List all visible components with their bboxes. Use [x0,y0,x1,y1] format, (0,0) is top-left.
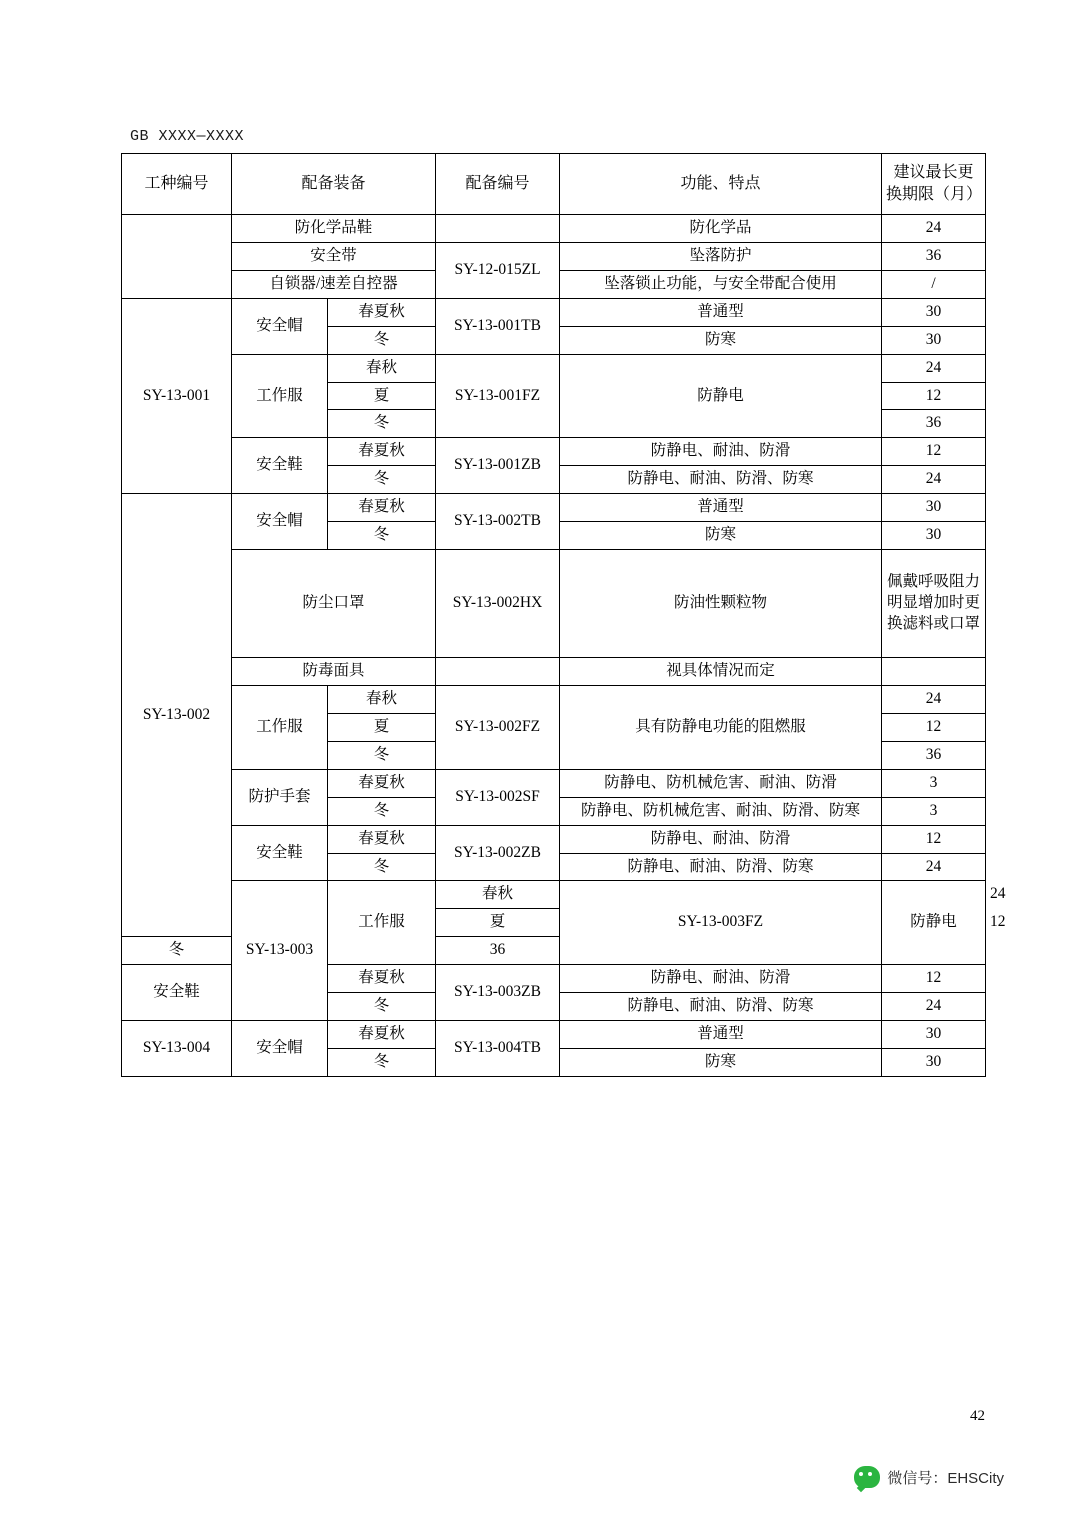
equipment-code: SY-12-015ZL [436,242,560,298]
equipment-code: SY-13-002TB [436,494,560,550]
equipment-code: SY-13-003FZ [560,881,882,965]
period-value: 24 [882,466,986,494]
season-label: 冬 [328,326,436,354]
season-label: 冬 [328,410,436,438]
season-label: 冬 [328,797,436,825]
function-text: 防静电、耐油、防滑 [560,438,882,466]
equipment-code: SY-13-001FZ [436,354,560,438]
period-value: 12 [882,825,986,853]
function-text: 普通型 [560,1021,882,1049]
wechat-watermark [854,1466,1004,1488]
equipment-name: 安全鞋 [122,965,232,1021]
period-value: 30 [882,494,986,522]
table-row [122,825,986,853]
season-label: 春秋 [436,881,560,909]
season-label: 冬 [328,1048,436,1076]
season-label: 春夏秋 [328,769,436,797]
function-text: 防静电、耐油、防滑、防寒 [560,993,882,1021]
function-text: 普通型 [560,298,882,326]
season-label: 夏 [328,382,436,410]
table-row [122,438,986,466]
job-code: SY-13-004 [122,1021,232,1077]
season-label: 夏 [436,909,560,937]
equipment-name: 自锁器/速差自控器 [232,270,436,298]
season-label: 冬 [328,522,436,550]
period-value: 24 [882,215,986,243]
function-text: 坠落锁止功能，与安全带配合使用 [560,270,882,298]
function-text: 防化学品 [560,215,882,243]
period-value: 24 [882,354,986,382]
season-label: 春秋 [328,685,436,713]
header-replacement-period: 建议最长更换期限（月） [882,154,986,215]
equipment-name: 防尘口罩 [232,550,436,658]
period-value: 30 [882,1021,986,1049]
season-label: 冬 [328,853,436,881]
function-text: 防寒 [560,326,882,354]
equipment-code: SY-13-001ZB [436,438,560,494]
function-text: 普通型 [560,494,882,522]
period-value: 30 [882,522,986,550]
period-value: 36 [882,410,986,438]
season-label: 春夏秋 [328,1021,436,1049]
header-equipment: 配备装备 [232,154,436,215]
table-row: SY-13-003 工作服 春秋 SY-13-003FZ 防静电 24 [122,881,986,909]
function-text: 防寒 [560,1048,882,1076]
page-number: 42 [970,1408,985,1424]
function-text: 视具体情况而定 [560,658,882,686]
header-function: 功能、特点 [560,154,882,215]
period-value: 12 [882,382,986,410]
function-text: 防静电、防机械危害、耐油、防滑 [560,769,882,797]
period-value: / [882,270,986,298]
equipment-name: 工作服 [232,685,328,769]
period-value: 12 [882,965,986,993]
period-value: 佩戴呼吸阻力明显增加时更换滤料或口罩 [882,550,986,658]
table-row [122,242,986,270]
function-text: 防静电、耐油、防滑 [560,965,882,993]
season-label: 冬 [328,993,436,1021]
period-value: 12 [882,438,986,466]
header-equipment-code: 配备编号 [436,154,560,215]
season-label: 春秋 [328,354,436,382]
table-row [122,215,986,243]
season-label: 春夏秋 [328,494,436,522]
equipment-code: SY-13-002HX [436,550,560,658]
period-value [882,658,986,686]
equipment-code-empty [436,215,560,243]
period-value: 36 [436,937,560,965]
function-text: 防静电 [560,354,882,438]
table-row [122,685,986,713]
equipment-name: 防化学品鞋 [232,215,436,243]
equipment-code: SY-13-002ZB [436,825,560,881]
period-value: 30 [882,298,986,326]
equipment-name: 防毒面具 [232,658,436,686]
season-label: 冬 [122,937,232,965]
equipment-code-empty [436,658,560,686]
function-text: 防静电 [882,881,986,965]
equipment-name: 安全帽 [232,298,328,354]
function-text: 防寒 [560,522,882,550]
job-code: SY-13-002 [122,494,232,937]
function-text: 防静电、耐油、防滑、防寒 [560,853,882,881]
equipment-name: 安全鞋 [232,438,328,494]
table-row [122,494,986,522]
equipment-name: 安全带 [232,242,436,270]
equipment-name: 工作服 [232,354,328,438]
standard-code-header: GB XXXX—XXXX [130,128,245,145]
table-row [122,298,986,326]
table-row [122,769,986,797]
equipment-code: SY-13-002SF [436,769,560,825]
period-value: 3 [882,769,986,797]
equipment-name: 安全鞋 [232,825,328,881]
table-row [122,658,986,686]
function-text: 坠落防护 [560,242,882,270]
period-value: 3 [882,797,986,825]
equipment-code: SY-13-001TB [436,298,560,354]
equipment-name: 安全帽 [232,494,328,550]
wechat-label: 微信号：EHSCity [887,1469,1004,1487]
season-label: 春夏秋 [328,298,436,326]
season-label: 春夏秋 [328,965,436,993]
season-label: 春夏秋 [328,438,436,466]
period-value: 36 [882,741,986,769]
equipment-name: 工作服 [328,881,436,965]
period-value: 24 [882,993,986,1021]
table-row: 夏 12 [122,909,986,937]
season-label: 冬 [328,466,436,494]
table-header-row [122,154,986,215]
period-value: 36 [882,242,986,270]
season-label: 夏 [328,713,436,741]
season-label: 冬 [328,741,436,769]
equipment-name: 安全帽 [232,1021,328,1077]
period-value: 24 [882,853,986,881]
equipment-name: 防护手套 [232,769,328,825]
equipment-code: SY-13-004TB [436,1021,560,1077]
season-label: 春夏秋 [328,825,436,853]
period-value: 30 [882,1048,986,1076]
equipment-code: SY-13-002FZ [436,685,560,769]
job-code: SY-13-001 [122,298,232,493]
function-text: 防静电、耐油、防滑、防寒 [560,466,882,494]
table-row [122,550,986,658]
job-code-empty [122,215,232,299]
period-value: 12 [882,713,986,741]
period-value: 24 [882,685,986,713]
table-row [122,354,986,382]
header-job-code: 工种编号 [122,154,232,215]
wechat-icon [854,1466,880,1488]
function-text: 防油性颗粒物 [560,550,882,658]
function-text: 具有防静电功能的阻燃服 [560,685,882,769]
equipment-code: SY-13-003ZB [436,965,560,1021]
period-value: 30 [882,326,986,354]
function-text: 防静电、防机械危害、耐油、防滑、防寒 [560,797,882,825]
table-row [122,1021,986,1049]
ppe-allocation-table [121,153,1006,1077]
function-text: 防静电、耐油、防滑 [560,825,882,853]
job-code: SY-13-003 [232,881,328,1021]
